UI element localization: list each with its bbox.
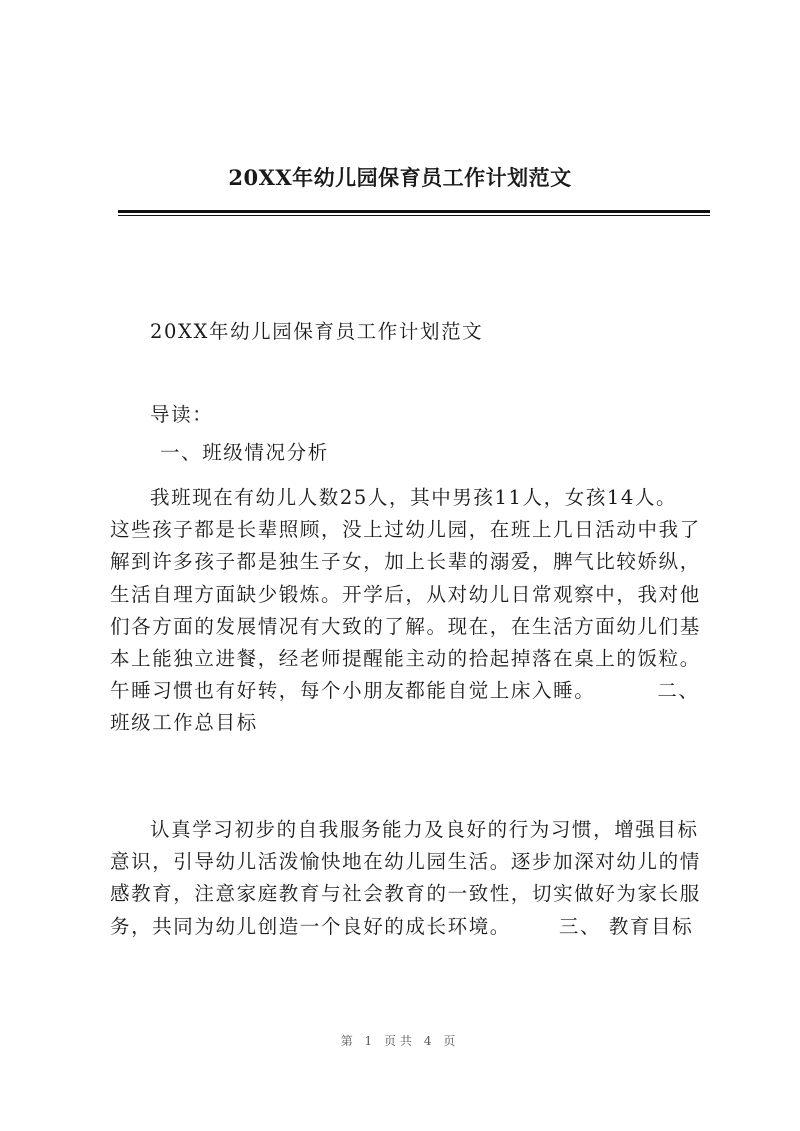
paragraph-overall-goal xyxy=(110,814,710,943)
paragraph-line: 午睡习惯也有好转，每个小朋友都能自觉上床入睡。 xyxy=(110,679,596,703)
paragraph-line: 务，共同为幼儿创造一个良好的成长环境。 xyxy=(110,914,511,938)
paragraph-line-with-section-2 xyxy=(110,675,710,707)
paragraph-line: 生活自理方面缺少锻炼。开学后，从对幼儿日常观察中，我对他 xyxy=(110,582,701,606)
section-3-heading: 三、 教育目标 xyxy=(558,914,694,938)
page-number-footer: 第 1 页共 4 页 xyxy=(340,1034,460,1048)
paragraph-class-situation xyxy=(110,482,710,740)
paragraph-line: 我班现在有幼儿人数25人，其中男孩11人，女孩14人。 xyxy=(150,486,678,509)
paragraph-line: 意识，引导幼儿活泼愉快地在幼儿园生活。逐步加深对幼儿的情 xyxy=(110,850,701,874)
section-2-heading: 班级工作总目标 xyxy=(110,711,258,735)
paragraph-line: 解到许多孩子都是独生子女，加上长辈的溺爱，脾气比较娇纵， xyxy=(110,550,701,574)
section-2-number: 二、 xyxy=(657,679,700,703)
paragraph-line: 认真学习初步的自我服务能力及良好的行为习惯，增强目标 xyxy=(150,818,699,841)
header-rule-thin xyxy=(118,215,710,216)
paragraph-line: 们各方面的发展情况有大致的了解。现在，在生活方面幼儿们基 xyxy=(110,614,701,638)
document-title: 20XX年幼儿园保育员工作计划范文 xyxy=(150,320,484,343)
paragraph-line: 本上能独立进餐，经老师提醒能主动的拾起掉落在桌上的饭粒。 xyxy=(110,646,701,670)
paragraph-line: 感教育，注意家庭教育与社会教育的一致性，切实做好为家长服 xyxy=(110,882,701,906)
section-1-heading: 一、班级情况分析 xyxy=(160,441,329,464)
paragraph-line-with-section-3 xyxy=(110,911,710,943)
page-header-title: 20XX年幼儿园保育员工作计划范文 xyxy=(228,165,572,190)
header-rule-thick xyxy=(118,210,710,213)
lead-label: 导读： xyxy=(150,403,214,426)
paragraph-line: 这些孩子都是长辈照顾，没上过幼儿园，在班上几日活动中我了 xyxy=(110,518,701,542)
